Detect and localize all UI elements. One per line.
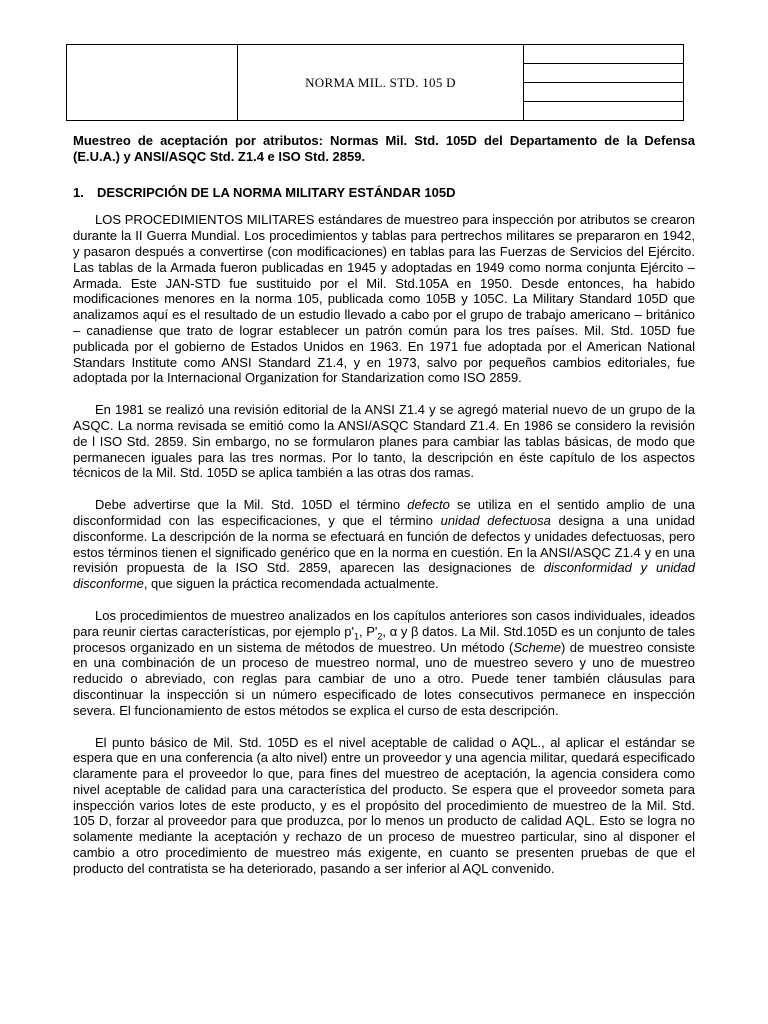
text-run: se utiliza en el sentido amplio de una disconformidad con las especificaciones, y que el término <box>73 497 695 528</box>
term-unidad-defectuosa: unidad defectuosa <box>440 512 551 528</box>
header-info-row <box>524 83 683 102</box>
subscript: 1 <box>353 631 359 642</box>
header-info-row <box>524 102 683 120</box>
paragraph-history: LOS PROCEDIMIENTOS MILITARES estándares de muestreo para inspección por atributos se crearon durante la II Guerra Mundial. Los procedimientos y tablas para pertrechos militares se prepararon en 1942, y pasaron después a convertirse (con modificaciones) en tablas para las Fuerzas de Servicios del Ejército. Las tablas de la Armada fueron publicadas en 1945 y adoptadas en 1949 como norma conjunta Ejército – Armada. Este JAN-STD fue sustituido por el Mil. Std.105A en 1950. Desde entonces, ha habido modificaciones menores en la norma 105, publicada como 105B y 105C. La Military Standard 105D que analizamos aquí es el resultado de un estudio llevado a cabo por el grupo de trabajo americano – británico – canadiense que trato de lograr establecer un patrón común para los tres países. Mil. Std. 105D fue publicada por el gobierno de Estados Unidos en 1963. En 1971 fue adoptada por el American National Standars Institute como ANSI Standard Z1.4, y en 1973, salvo por pequeños cambios editoriales, fue adoptada por la Internacional Organization for Standarization como ISO 2859. <box>73 212 695 386</box>
term-scheme: Scheme <box>513 639 562 655</box>
term-defecto: defecto <box>407 497 450 513</box>
text-run: , que siguen la práctica recomendada actualmente. <box>143 576 439 592</box>
document-title: Muestreo de aceptación por atributos: Normas Mil. Std. 105D del Departamento de la Defensa (E.U.A.) y ANSI/ASQC Std. Z1.4 e ISO Std. 2859. <box>73 133 695 164</box>
paragraph-sampling-procedures <box>73 608 695 719</box>
paragraph-terminology <box>73 497 695 592</box>
text-run: designa a una unidad disconforme. La descripción de la norma se efectuará en función de defectos y unidades defectuosas, pero estos términos tienen el significado genérico que en la norma en cuestión. En la ANSI/ASQC Z1.4 y en una revisión propuesta de la ISO Std. 2859, aparecen las designaciones de <box>73 512 695 576</box>
header-title: NORMA MIL. STD. 105 D <box>238 45 524 120</box>
text-run: , P' <box>358 623 378 639</box>
text-run: Debe advertirse que la Mil. Std. 105D el término <box>95 497 408 513</box>
paragraph-revision: En 1981 se realizó una revisión editorial de la ANSI Z1.4 y se agregó material nuevo de un grupo de la ASQC. La norma revisada se emitió como la ANSI/ASQC Standard Z1.4. En 1986 se considero la revisión de l ISO Std. 2859. Sin embargo, no se formularon planes para cambiar las tablas básicas, de modo que permanecen iguales para las tres normas. Por lo tanto, la descripción en éste capítulo de los aspectos técnicos de la Mil. Std. 105D se aplica también a las otras dos ramas. <box>73 402 695 481</box>
section-heading <box>73 185 695 201</box>
header-info-cells <box>524 45 683 120</box>
paragraph-aql: El punto básico de Mil. Std. 105D es el nivel aceptable de calidad o AQL., al aplicar el estándar se espera que en una conferencia (a alto nivel) entre un proveedor y una agencia militar, quedará especificado claramente para el proveedor lo que, para fines del muestreo de aceptación, la agencia considera como nivel aceptable de calidad para una característica del producto. Se espera que el proveedor someta para inspección varios lotes de este producto, y es el propósito del procedimiento de muestreo de la Mil. Std. 105 D, forzar al proveedor para que produzca, por lo menos un producto de calidad AQL. Esto se logra no solamente mediante la aceptación y rechazo de un proceso de muestreo particular, sino al disponer el cambio a otro procedimiento de muestreo más exigente, en cuanto se presenten pruebas de que el producto del contratista se ha deteriorado, pasando a ser inferior al AQL convenido. <box>73 734 695 876</box>
header-info-row <box>524 45 683 64</box>
section-number: 1. <box>73 184 84 200</box>
subscript: 2 <box>377 631 383 642</box>
term-disconformidad: disconformidad y unidad disconforme <box>73 560 695 592</box>
text-run: , α y β datos. La Mil. Std.105D es un conjunto de tales procesos organizado en un sistema de métodos de muestreo. Un método ( <box>73 623 696 655</box>
header-info-row <box>524 64 683 83</box>
document-body <box>73 133 695 893</box>
header-logo-cell <box>67 45 238 120</box>
document-header-table <box>66 44 684 121</box>
text-run: Los procedimientos de muestreo analizados en los capítulos anteriores son casos individuales, ideados para reunir ciertas características, por ejemplo p' <box>73 607 695 639</box>
text-run: ) de muestreo consiste en una combinación de un proceso de muestreo normal, uno de muestreo severo y uno de muestreo reducido o abreviado, con reglas para cambiar de uno a otro. Puede tener también cláusulas para discontinuar la inspección si un número especificado de lotes consecutivos permanece en inspección severa. El funcionamiento de estos métodos se explica el curso de esta descripción. <box>73 639 695 718</box>
section-heading-text: DESCRIPCIÓN DE LA NORMA MILITARY ESTÁNDAR 105D <box>97 184 456 200</box>
